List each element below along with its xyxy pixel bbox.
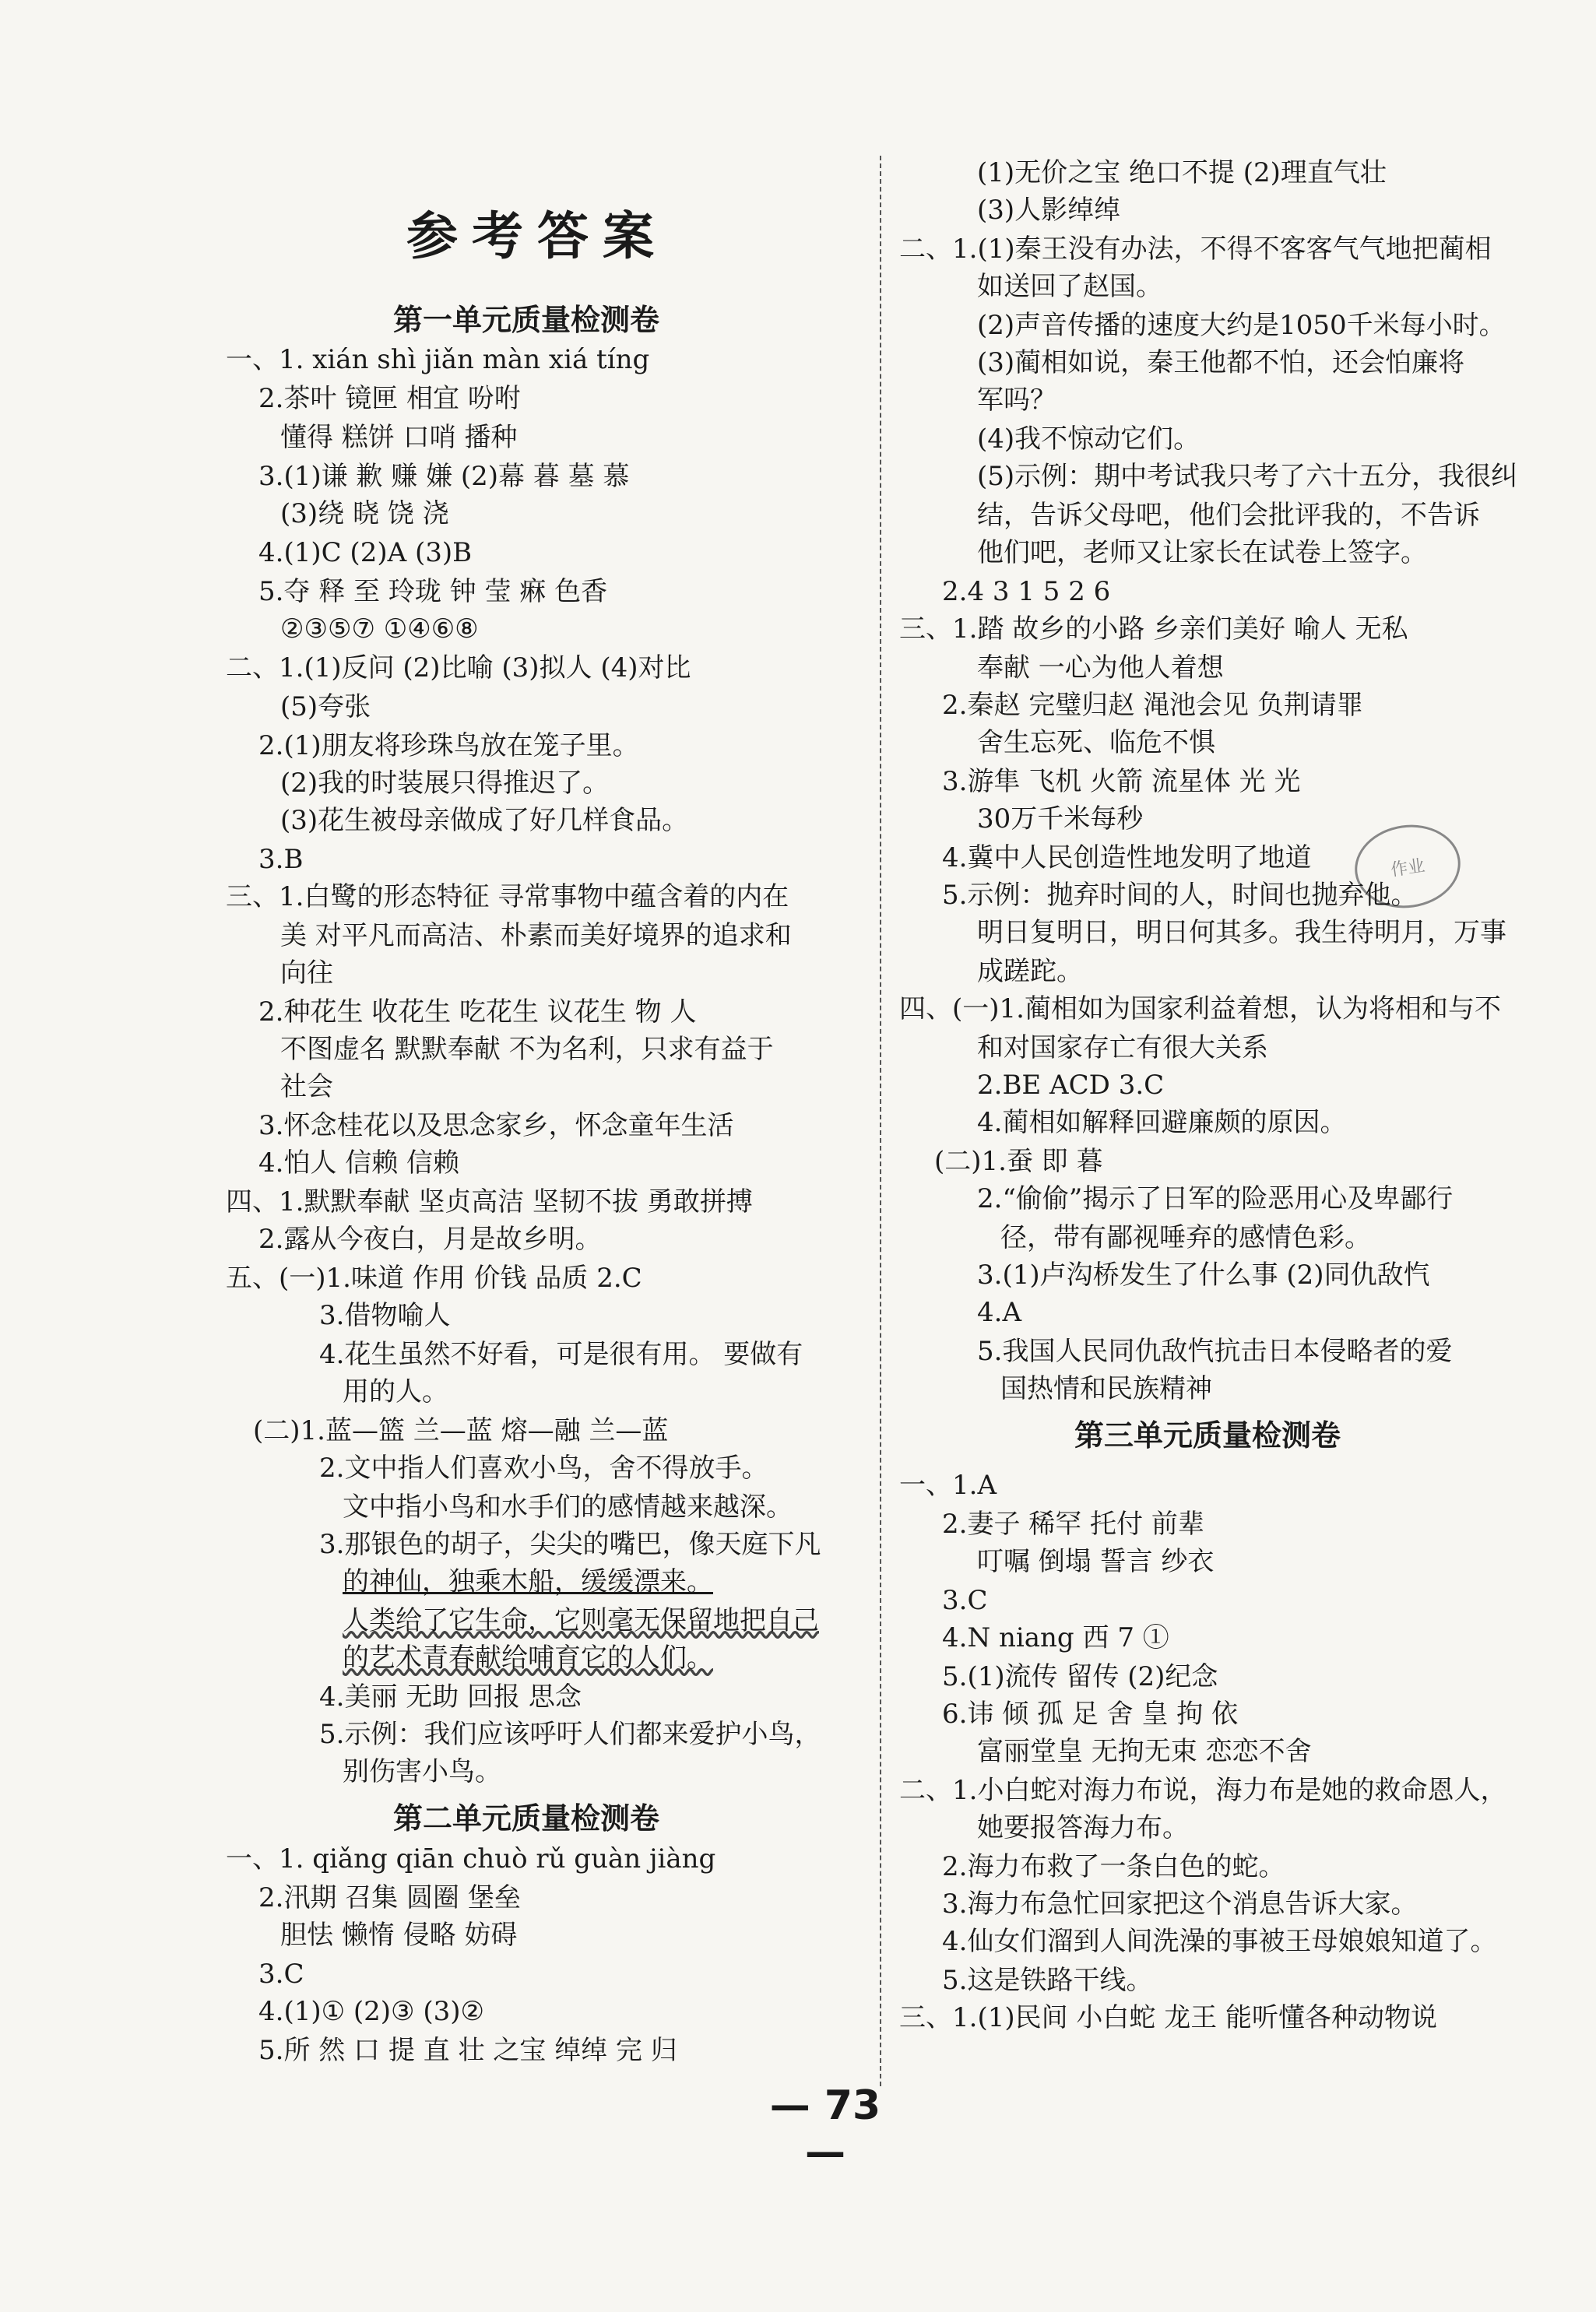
unit3-line: 4.仙女们溜到人间洗澡的事被王母娘娘知道了。 bbox=[942, 1926, 1497, 1957]
unit1-line: 的神仙，独乘木船，缓缓漂来。 bbox=[343, 1566, 713, 1597]
unit3-line: 6.讳 倾 孤 足 舍 皇 拘 依 bbox=[942, 1699, 1239, 1730]
unit1-line: 2.文中指人们喜欢小鸟，舍不得放手。 bbox=[319, 1453, 768, 1484]
unit2-line: 2.汛期 召集 圆圈 堡垒 bbox=[258, 1882, 521, 1913]
unit2-line: 2.秦赵 完璧归赵 渑池会见 负荆请罪 bbox=[942, 690, 1363, 721]
unit1-line: 2.(1)朋友将珍珠鸟放在笼子里。 bbox=[258, 730, 639, 761]
unit1-line: (5)夸张 bbox=[280, 691, 371, 722]
unit1-line: 别伤害小鸟。 bbox=[343, 1756, 501, 1787]
answer-stamp: 作业 bbox=[1349, 818, 1465, 915]
unit1-line: (二)1.蓝—篮 兰—蓝 熔—融 兰—蓝 bbox=[253, 1415, 669, 1446]
unit1-line: 5.示例：我们应该呼吁人们都来爱护小鸟， bbox=[319, 1719, 821, 1750]
unit1-line: 4.花生虽然不好看，可是很有用。 要做有 bbox=[319, 1339, 803, 1370]
unit1-line: 懂得 糕饼 口哨 播种 bbox=[280, 422, 518, 453]
unit2-line: 三、1.踏 故乡的小路 乡亲们美好 喻人 无私 bbox=[899, 613, 1408, 645]
unit1-line: 4.怕人 信赖 信赖 bbox=[258, 1147, 460, 1179]
unit1-line: 4.美丽 无助 回报 思念 bbox=[319, 1681, 582, 1713]
unit1-line: ②③⑤⑦ ①④⑥⑧ bbox=[280, 613, 479, 645]
column-divider bbox=[880, 156, 881, 2086]
unit3-line: 5.(1)流传 留传 (2)纪念 bbox=[942, 1661, 1218, 1692]
unit2-line: 30万千米每秒 bbox=[977, 803, 1144, 834]
unit1-line: 五、(一)1.味道 作用 价钱 品质 2.C bbox=[226, 1263, 642, 1294]
unit2-line: 4.(1)① (2)③ (3)② bbox=[258, 1996, 484, 2027]
unit2-line: (3)人影绰绰 bbox=[977, 195, 1121, 226]
unit2-line: 3.(1)卢沟桥发生了什么事 (2)同仇敌忾 bbox=[977, 1260, 1430, 1291]
unit1-line: (2)我的时装展只得推迟了。 bbox=[280, 768, 610, 799]
unit1-line: 3.那银色的胡子，尖尖的嘴巴，像天庭下凡 bbox=[319, 1529, 821, 1560]
unit2-line: 如送回了赵国。 bbox=[977, 271, 1162, 302]
unit2-line: 胆怯 懒惰 侵略 妨碍 bbox=[280, 1920, 518, 1951]
unit3-line: 二、1.小白蛇对海力布说，海力布是她的救命恩人， bbox=[899, 1775, 1507, 1806]
unit1-line: 四、1.默默奉献 坚贞高洁 坚韧不拔 勇敢拼搏 bbox=[226, 1186, 753, 1217]
unit2-line: 四、(一)1.蔺相如为国家利益着想，认为将相和与不 bbox=[899, 993, 1501, 1024]
unit1-line: 向往 bbox=[280, 957, 333, 989]
unit2-line: 结，告诉父母吧，他们会批评我的，不告诉 bbox=[977, 500, 1480, 531]
unit1-line: 2.露从今夜白，月是故乡明。 bbox=[258, 1224, 602, 1255]
unit2-line: 和对国家存亡有很大关系 bbox=[977, 1032, 1268, 1063]
unit2-line: (2)声音传播的速度大约是1050千米每小时。 bbox=[977, 310, 1506, 341]
unit2-line: 舍生忘死、临危不惧 bbox=[977, 727, 1215, 758]
unit3-line: 2.海力布救了一条白色的蛇。 bbox=[942, 1851, 1285, 1882]
unit1-line: 用的人。 bbox=[343, 1376, 448, 1407]
unit1-line: 文中指小鸟和水手们的感情越来越深。 bbox=[343, 1492, 793, 1523]
unit2-line: 奉献 一心为他人着想 bbox=[977, 652, 1224, 683]
unit2-line: 2.“偷偷”揭示了日军的险恶用心及卑鄙行 bbox=[977, 1183, 1454, 1214]
page-number: — 73 — bbox=[769, 2082, 881, 2176]
unit2-line: 3.C bbox=[258, 1959, 304, 1990]
unit1-line: 2.茶叶 镜匣 相宜 吩咐 bbox=[258, 383, 521, 414]
unit2-line: (5)示例：期中考试我只考了六十五分，我很纠 bbox=[977, 461, 1518, 492]
unit2-line: (二)1.蚕 即 暮 bbox=[934, 1146, 1103, 1177]
unit1-line: 美 对平凡而高洁、朴素而美好境界的追求和 bbox=[280, 920, 792, 951]
unit2-line: 成蹉跎。 bbox=[977, 956, 1083, 987]
unit1-line: 5.夺 释 至 玲珑 钟 莹 痳 色香 bbox=[258, 576, 608, 607]
unit3-line: 3.C bbox=[942, 1585, 988, 1616]
unit2-line: 他们吧，老师又让家长在试卷上签字。 bbox=[977, 537, 1427, 568]
unit2-line: 2.4 3 1 5 2 6 bbox=[942, 576, 1111, 607]
unit1-line: 3.(1)谦 歉 赚 嫌 (2)幕 暮 墓 慕 bbox=[258, 461, 630, 492]
unit2-line: (4)我不惊动它们。 bbox=[977, 423, 1201, 455]
unit2-line: 3.游隼 飞机 火箭 流星体 光 光 bbox=[942, 766, 1301, 797]
unit2-line: 军吗？ bbox=[977, 385, 1056, 416]
unit3-line: 5.这是铁路干线。 bbox=[942, 1965, 1153, 1996]
unit1-line: 3.借物喻人 bbox=[319, 1300, 451, 1331]
unit1-line: 社会 bbox=[280, 1071, 333, 1102]
unit3-line: 三、1.(1)民间 小白蛇 龙王 能听懂各种动物说 bbox=[899, 2002, 1438, 2033]
unit3-line: 她要报答海力布。 bbox=[977, 1812, 1189, 1843]
unit2-line: (3)蔺相如说，秦王他都不怕，还会怕廉将 bbox=[977, 347, 1465, 378]
unit2-line: 2.BE ACD 3.C bbox=[977, 1070, 1165, 1101]
unit3-line: 2.妻子 稀罕 托付 前辈 bbox=[942, 1509, 1204, 1540]
unit1-title: 第一单元质量检测卷 bbox=[393, 303, 660, 337]
unit2-line: 二、1.(1)秦王没有办法，不得不客客气气地把蔺相 bbox=[899, 234, 1492, 265]
unit2-line: 一、1. qiǎng qiān chuò rǔ guàn jiàng bbox=[226, 1843, 716, 1875]
unit2-line: 5.所 然 口 提 直 壮 之宝 绰绰 完 归 bbox=[258, 2035, 677, 2066]
unit3-line: 4.N niang 西 7 ① bbox=[942, 1622, 1169, 1653]
unit2-line: 径，带有鄙视唾弃的感情色彩。 bbox=[1000, 1222, 1371, 1253]
unit2-title: 第二单元质量检测卷 bbox=[393, 1801, 660, 1836]
unit2-line: 5.示例：抛弃时间的人，时间也抛弃他。 bbox=[942, 880, 1418, 911]
unit1-line: 3.怀念桂花以及思念家乡，怀念童年生活 bbox=[258, 1110, 734, 1141]
unit2-line: (1)无价之宝 绝口不提 (2)理直气壮 bbox=[977, 157, 1387, 188]
unit1-line: 三、1.白鹭的形态特征 寻常事物中蕴含着的内在 bbox=[226, 881, 789, 912]
unit1-line: 2.种花生 收花生 吃花生 议花生 物 人 bbox=[258, 996, 697, 1028]
unit1-line: 一、1. xián shì jiǎn màn xiá tíng bbox=[226, 344, 650, 375]
unit1-line: 不图虚名 默默奉献 不为名利，只求有益于 bbox=[280, 1034, 774, 1065]
unit3-line: 一、1.A bbox=[899, 1470, 997, 1501]
unit1-line: 的艺术青春献给哺育它的人们。 bbox=[343, 1643, 713, 1674]
unit1-line: 4.(1)C (2)A (3)B bbox=[258, 537, 473, 568]
unit1-line: 人类给了它生命，它则毫无保留地把自己 bbox=[343, 1605, 819, 1636]
unit3-line: 富丽堂皇 无拘无束 恋恋不舍 bbox=[977, 1736, 1312, 1767]
unit2-line: 5.我国人民同仇敌忾抗击日本侵略者的爱 bbox=[977, 1336, 1453, 1367]
unit1-line: 二、1.(1)反问 (2)比喻 (3)拟人 (4)对比 bbox=[226, 652, 691, 683]
unit3-title: 第三单元质量检测卷 bbox=[1074, 1418, 1341, 1453]
unit2-line: 4.蔺相如解释回避廉颇的原因。 bbox=[977, 1107, 1347, 1138]
unit1-line: (3)绕 晓 饶 浇 bbox=[280, 498, 449, 529]
unit1-line: (3)花生被母亲做成了好几样食品。 bbox=[280, 805, 689, 836]
unit2-line: 国热情和民族精神 bbox=[1000, 1373, 1212, 1404]
unit3-line: 3.海力布急忙回家把这个消息告诉大家。 bbox=[942, 1889, 1418, 1920]
unit2-line: 4.A bbox=[977, 1297, 1021, 1328]
unit2-line: 4.冀中人民创造性地发明了地道 bbox=[942, 842, 1312, 873]
unit1-line: 3.B bbox=[258, 844, 304, 875]
unit3-line: 叮嘱 倒塌 誓言 纱衣 bbox=[977, 1546, 1215, 1577]
page-title: 参考答案 bbox=[406, 206, 668, 266]
unit2-line: 明日复明日，明日何其多。我生待明月，万事 bbox=[977, 917, 1506, 948]
